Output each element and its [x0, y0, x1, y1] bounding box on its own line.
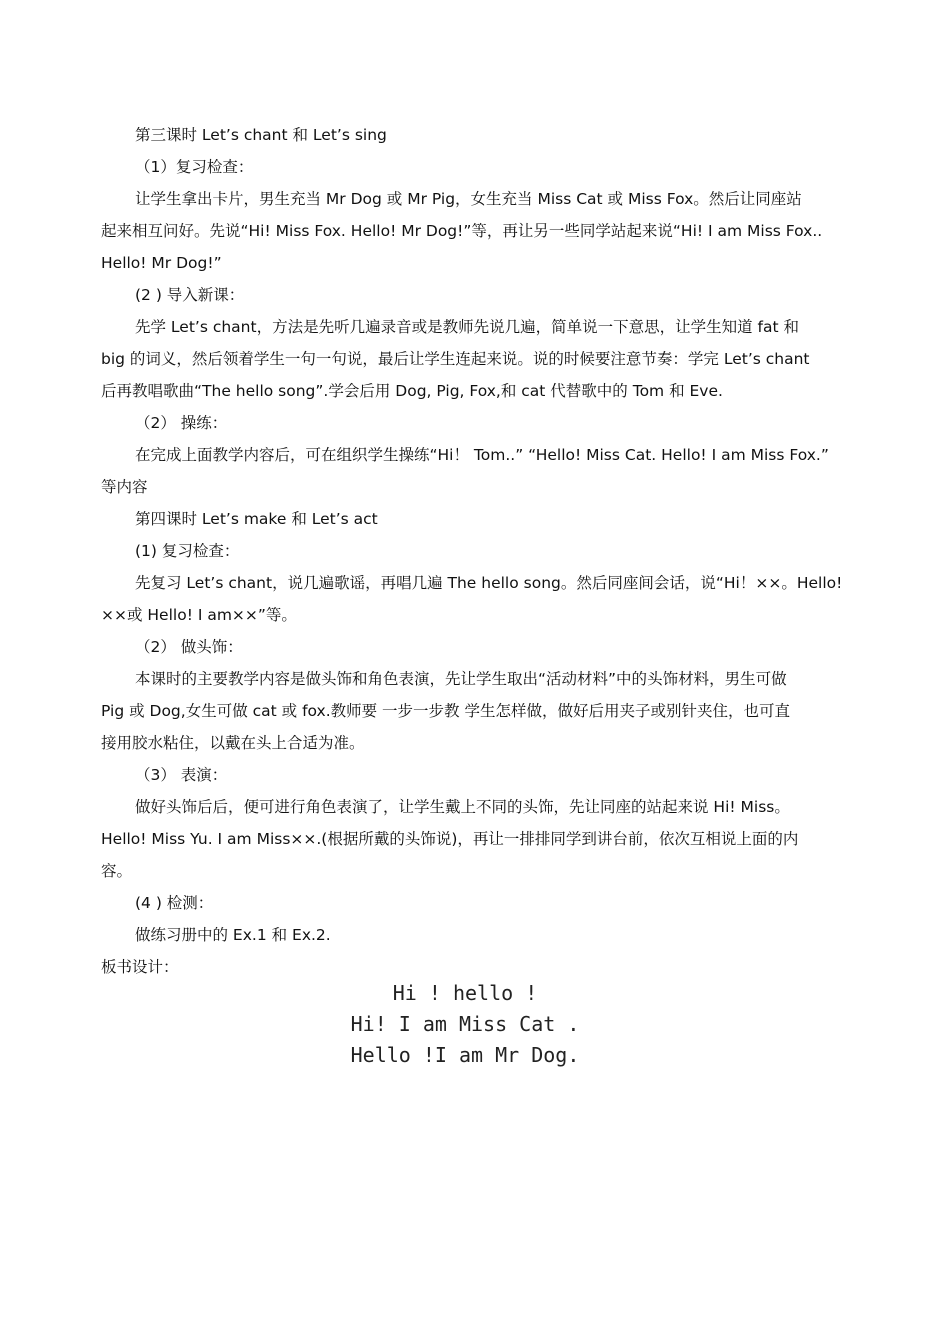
lesson4-perform-heading: （3） 表演：: [135, 766, 228, 784]
lesson3-new-lesson-heading: (2 ) 导入新课：: [135, 286, 245, 304]
board-line-1: Hi ! hello !: [392, 981, 538, 1005]
lesson3-practice-heading: （2） 操练：: [135, 414, 228, 432]
lesson3-title: 第三课时 Let’s chant 和 Let’s sing: [135, 126, 387, 144]
paragraph-line: 先复习 Let’s chant，说几遍歌谣，再唱几遍 The hello song。然后同座间会话，说“Hi！××。Hello!: [135, 574, 843, 592]
paragraph-line: 等内容: [101, 478, 148, 496]
lesson4-headwear-heading: （2） 做头饰：: [135, 638, 243, 656]
board-design-label: 板书设计：: [101, 958, 179, 976]
lesson4-test-heading: (4 ) 检测：: [135, 894, 214, 912]
paragraph-line: 后再教唱歌曲“The hello song”.学会后用 Dog, Pig, Fox,和 cat 代替歌中的 Tom 和 Eve.: [101, 382, 723, 400]
paragraph-line: 接用胶水粘住，以戴在头上合适为准。: [101, 734, 365, 752]
lesson3-review-heading: （1）复习检查：: [135, 158, 254, 176]
lesson4-review-heading: (1) 复习检查：: [135, 542, 240, 560]
paragraph-line: ××或 Hello! I am××”等。: [101, 606, 297, 624]
paragraph-line: Pig 或 Dog,女生可做 cat 或 fox.教师要 一步一步教 学生怎样做，做好后用夹子或别针夹住，也可直: [101, 702, 790, 720]
paragraph-line: 在完成上面教学内容后，可在组织学生操练“Hi！ Tom..” “Hello! Miss Cat. Hello! I am Miss Fox.”: [135, 446, 829, 464]
paragraph-line: 容。: [101, 862, 133, 880]
paragraph-line: 做练习册中的 Ex.1 和 Ex.2.: [135, 926, 331, 944]
board-line-2: Hi! I am Miss Cat .: [350, 1012, 580, 1036]
paragraph-line: 让学生拿出卡片，男生充当 Mr Dog 或 Mr Pig，女生充当 Miss Cat 或 Miss Fox。然后让同座站: [135, 190, 802, 208]
paragraph-line: Hello! Miss Yu. I am Miss××.(根据所戴的头饰说)，再让一排排同学到讲台前，依次互相说上面的内: [101, 830, 799, 848]
lesson4-title: 第四课时 Let’s make 和 Let’s act: [135, 510, 378, 528]
paragraph-line: Hello! Mr Dog!”: [101, 254, 222, 272]
paragraph-line: 起来相互问好。先说“Hi! Miss Fox. Hello! Mr Dog!”等，再让另一些同学站起来说“Hi! I am Miss Fox..: [101, 222, 823, 240]
board-line-3: Hello !I am Mr Dog.: [350, 1043, 580, 1067]
paragraph-line: 本课时的主要教学内容是做头饰和角色表演，先让学生取出“活动材料”中的头饰材料，男生可做: [135, 670, 787, 688]
paragraph-line: 先学 Let’s chant，方法是先听几遍录音或是教师先说几遍，简单说一下意思，让学生知道 fat 和: [135, 318, 799, 336]
paragraph-line: 做好头饰后后，便可进行角色表演了，让学生戴上不同的头饰，先让同座的站起来说 Hi! Miss。: [135, 798, 790, 816]
paragraph-line: big 的词义，然后领着学生一句一句说，最后让学生连起来说。说的时候要注意节奏：学完 Let’s chant: [101, 350, 810, 368]
